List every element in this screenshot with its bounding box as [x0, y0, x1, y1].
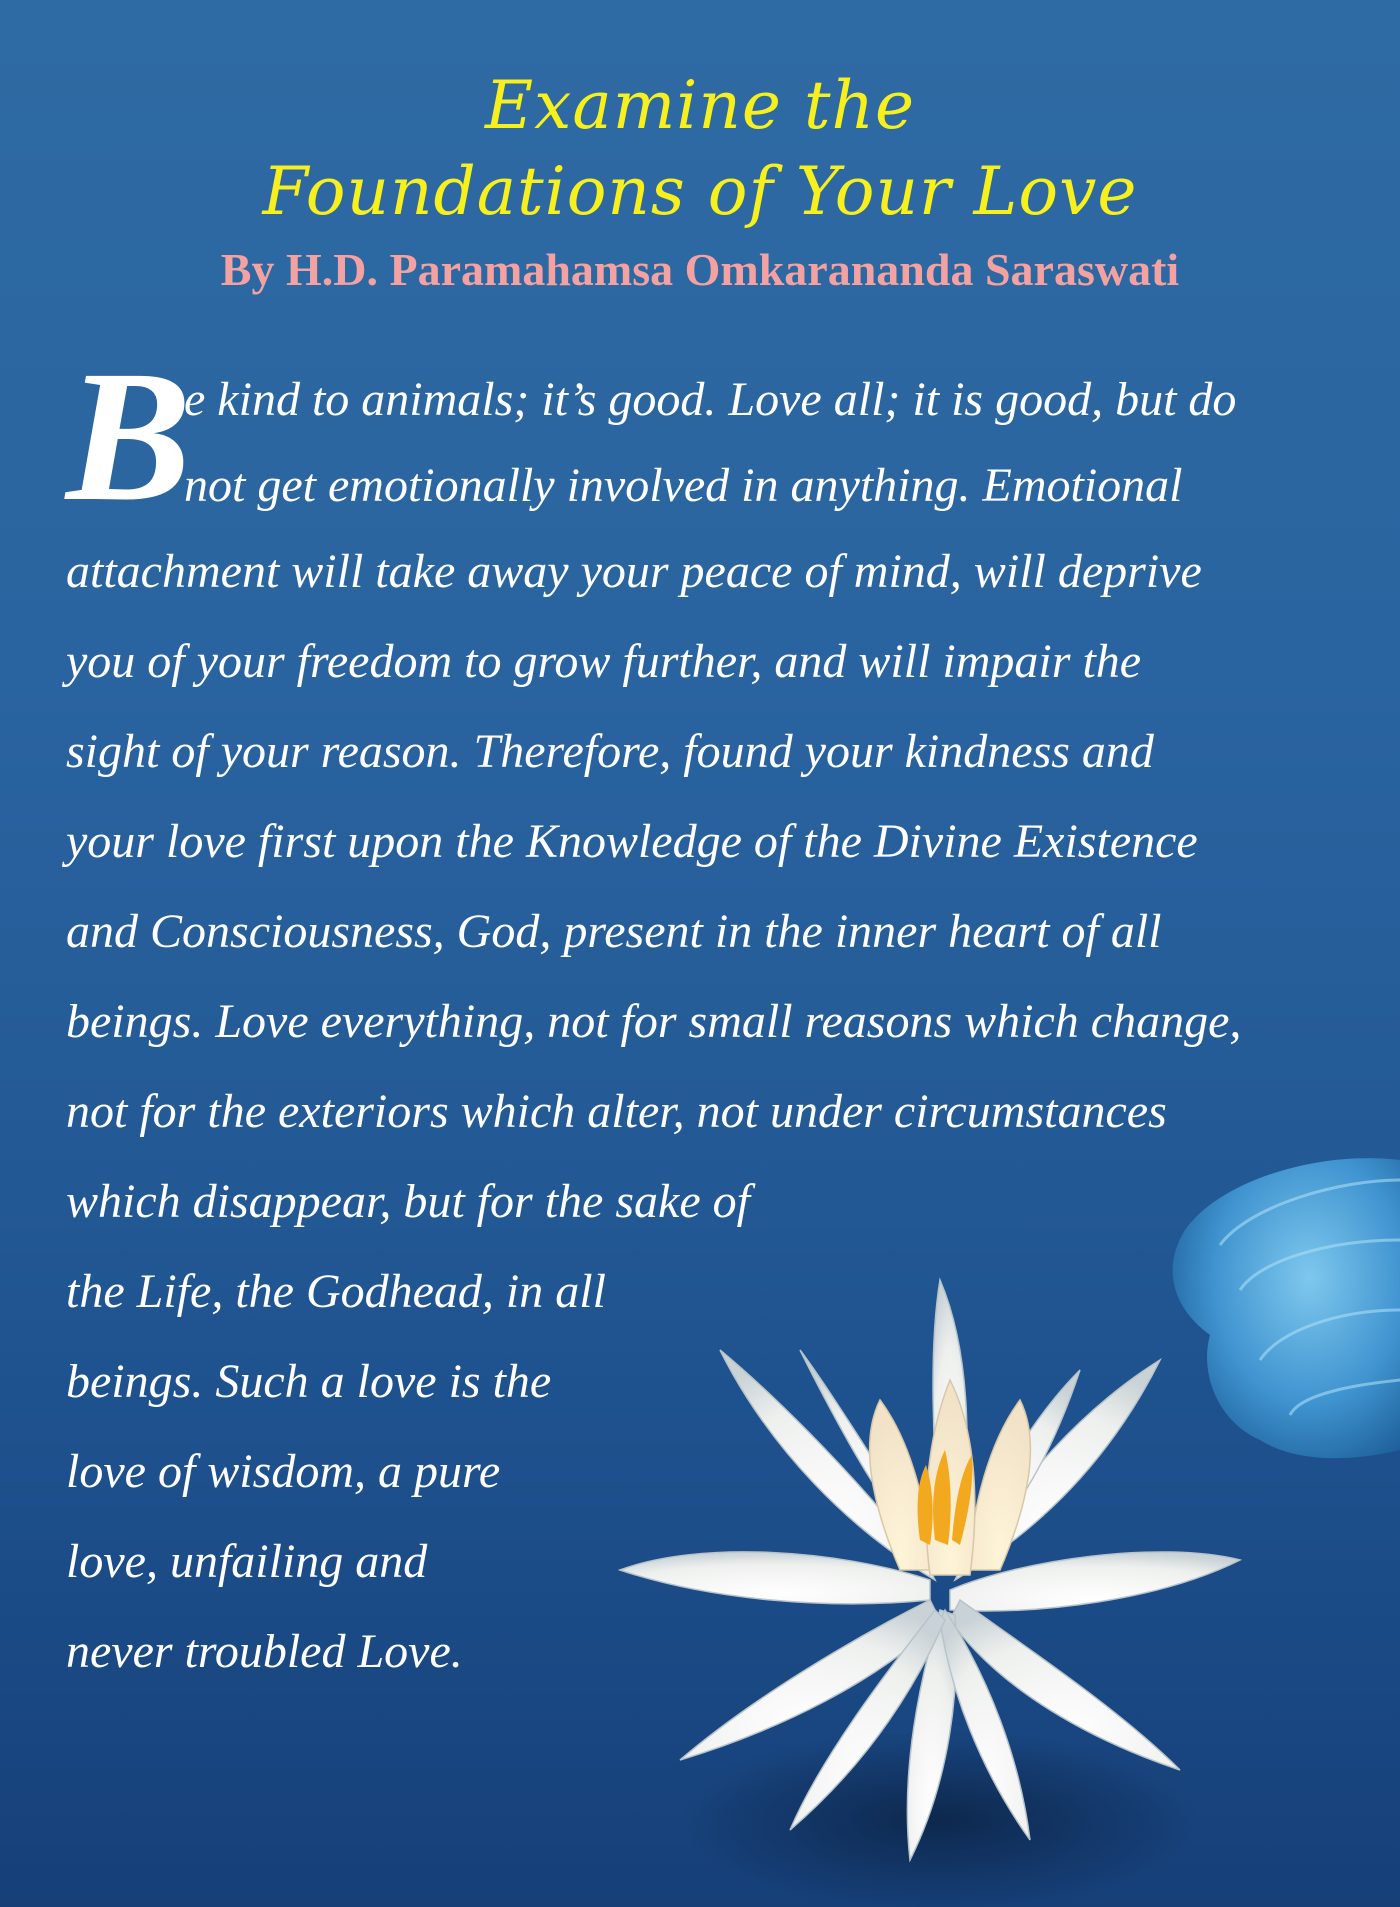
- page-title-line-2: Foundations of Your Love: [262, 153, 1138, 230]
- body-line-2: not get emotionally involved in anything. Emotional: [184, 459, 1183, 512]
- body-line-6: your love first upon the Knowledge of the Divine Existence: [66, 815, 1198, 868]
- body-line-7: and Consciousness, God, present in the inner heart of all: [66, 905, 1162, 958]
- body-line-5: sight of your reason. Therefore, found your kindness and: [66, 725, 1154, 778]
- drop-cap: B: [66, 331, 192, 540]
- white-lotus-icon: [600, 1120, 1400, 1907]
- body-line-8: beings. Love everything, not for small reasons which change,: [66, 995, 1242, 1048]
- body-line-14: love, unfailing and: [66, 1535, 428, 1588]
- body-line-9: not for the exteriors which alter, not under circumstances: [66, 1085, 1167, 1138]
- lily-pad-icon: [1173, 1158, 1400, 1458]
- page-title-line-1: Examine the: [484, 67, 916, 144]
- author-byline: By H.D. Paramahamsa Omkarananda Saraswati: [220, 244, 1180, 295]
- body-line-13: love of wisdom, a pure: [66, 1445, 501, 1498]
- body-line-15: never troubled Love.: [66, 1625, 463, 1678]
- body-line-4: you of your freedom to grow further, and will impair the: [66, 635, 1142, 688]
- body-line-11: the Life, the Godhead, in all: [66, 1265, 606, 1318]
- body-line-10: which disappear, but for the sake of: [66, 1175, 750, 1228]
- body-line-12: beings. Such a love is the: [66, 1355, 552, 1408]
- body-line-3: attachment will take away your peace of mind, will deprive: [66, 545, 1202, 598]
- body-line-1: e kind to animals; it’s good. Love all; it is good, but do: [184, 373, 1237, 426]
